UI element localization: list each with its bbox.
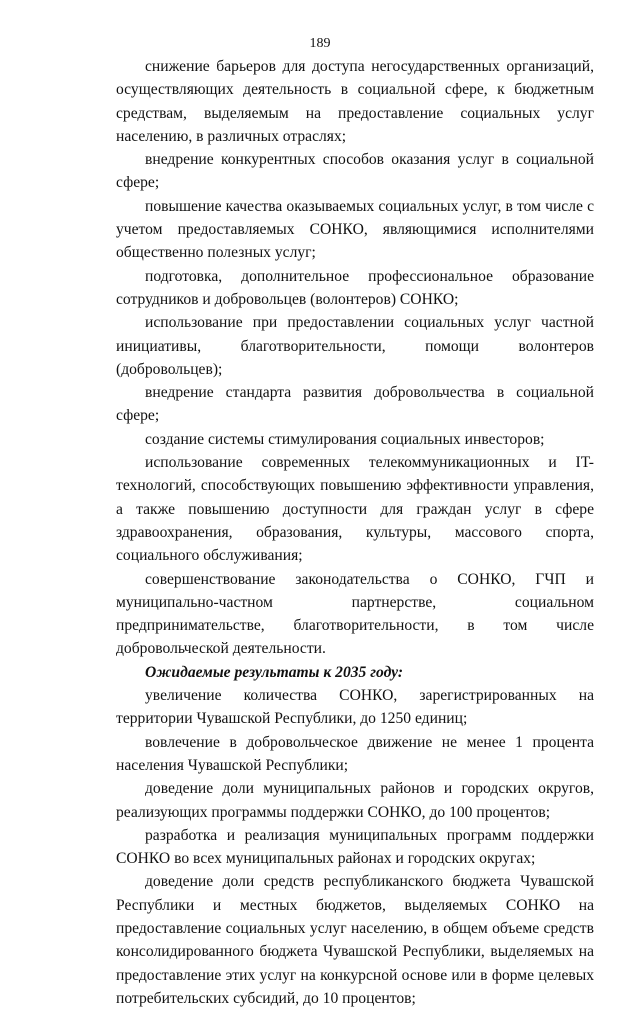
results-heading: Ожидаемые результаты к 2035 году: [145,663,404,681]
result-item: вовлечение в добровольческое движение не менее 1 процента населения Чувашской Республики; [116,733,594,774]
measure-item: подготовка, дополнительное профессиональное образование сотрудников и добровольцев (волонтеров) СОНКО; [116,267,594,308]
result-item: доведение доли средств республиканского бюджета Чувашской Республики и местных бюджетов, выделяемых СОНКО на предоставление социальных услуг населению, в общем объеме средств консолидированного бюджета Чувашской Республики, выделяемых на предоставление этих услуг на конкурсной основе или в форме целевых потребительских субсидий, до 10 процентов; [116,873,594,1007]
measure-item: совершенствование законодательства о СОНКО, ГЧП и муниципально-частном партнерстве, социальном предпринимательстве, благотворительности, в том числе добровольческой деятельности. [116,570,594,658]
measure-item: внедрение конкурентных способов оказания услуг в социальной сфере; [116,151,594,192]
measure-item: использование при предоставлении социальных услуг частной инициативы, благотворительности, помощи волонтеров (добровольцев); [116,314,594,378]
result-item: разработка и реализация муниципальных программ поддержки СОНКО во всех муниципальных районах и городских округах; [116,826,594,868]
measure-item: повышение качества оказываемых социальных услуг, в том числе с учетом предоставляемых СОНКО, являющимися исполнителями общественно полезных услуг; [116,197,594,262]
page-number: 189 [309,36,331,51]
measure-item: использование современных телекоммуникационных и IT-технологий, способствующих повышению эффективности управления, а также повышению доступности для граждан услуг в сфере здравоохранения, образования, культуры, массового спорта, социального обслуживания; [116,454,594,565]
result-item: доведение доли муниципальных районов и городских округов, реализующих программы поддержки СОНКО, до 100 процентов; [116,780,594,821]
measure-item: снижение барьеров для доступа негосударственных организаций, осуществляющих деятельность в социальной сфере, к бюджетным средствам, выделяемым на предоставление социальных услуг населению, в различных отраслях; [116,58,594,145]
measure-item: внедрение стандарта развития добровольчества в социальной сфере; [116,384,594,425]
result-item: увеличение количества СОНКО, зарегистрированных на территории Чувашской Республики, до 1250 единиц; [116,687,594,728]
measure-item: создание системы стимулирования социальных инвесторов; [145,430,545,448]
document-body [116,55,594,1010]
